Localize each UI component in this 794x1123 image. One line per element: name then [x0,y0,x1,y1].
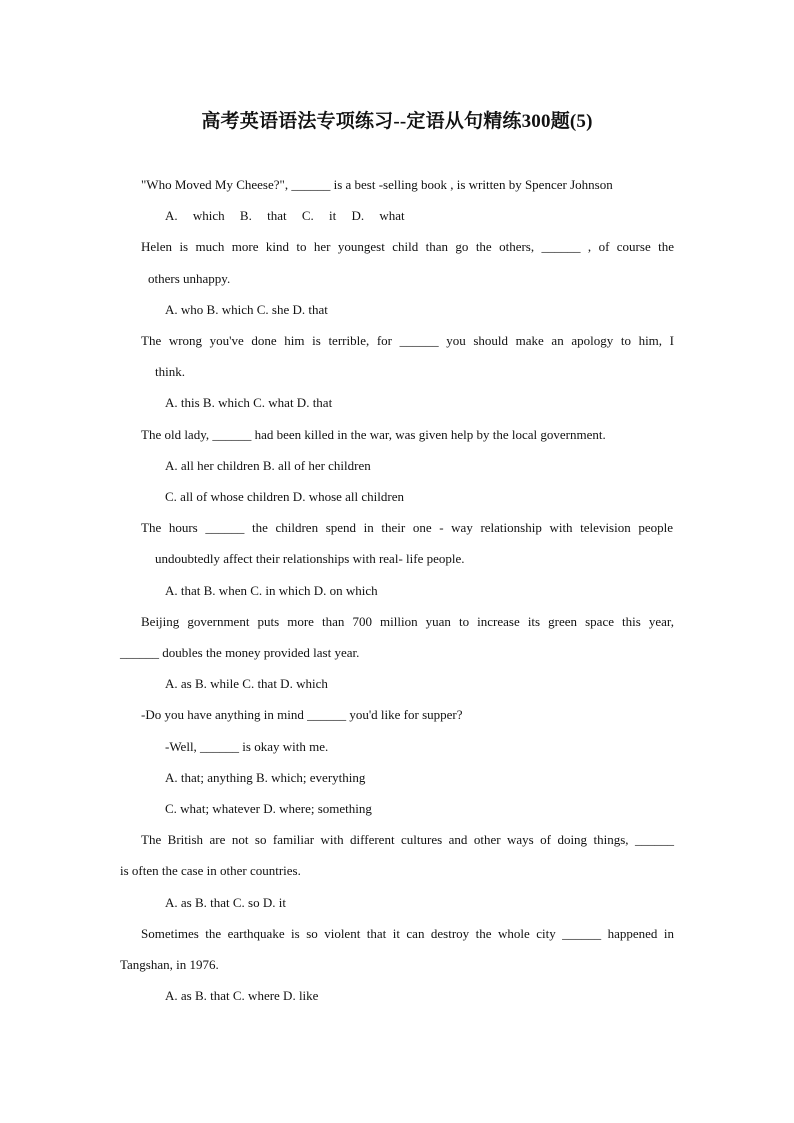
question-4-text: The old lady, ______ had been killed in the war, was given help by the local government. [141,427,606,442]
question-6-text-cont: ______ doubles the money provided last year. [120,645,360,660]
question-9-text-cont: Tangshan, in 1976. [120,957,219,972]
question-4-options-1: A. all her children B. all of her children [165,458,371,473]
question-8-options: A. as B. that C. so D. it [165,895,286,910]
question-6-options: A. as B. while C. that D. which [165,676,328,691]
question-5-text-cont: undoubtedly affect their relationships with real- life people. [155,551,465,566]
question-3-options: A. this B. which C. what D. that [165,395,333,410]
question-7-options-2: C. what; whatever D. where; something [165,801,372,816]
question-1-options: A. which B. that C. it D. what [165,208,405,223]
question-2-text-cont: others unhappy. [148,271,231,286]
question-8-text-cont: is often the case in other countries. [120,863,301,878]
question-2-options: A. who B. which C. she D. that [165,302,328,317]
question-9-options: A. as B. that C. where D. like [165,988,319,1003]
question-5-text: The hours ______ the children spend in their one - way relationship with television people [141,520,673,535]
question-7-options-1: A. that; anything B. which; everything [165,770,366,785]
question-2-text: Helen is much more kind to her youngest child than go the others, ______ , of course the [141,239,674,254]
question-3-text-cont: think. [155,364,185,379]
question-7-text: -Do you have anything in mind ______ you'd like for supper? [141,707,463,722]
question-6-text: Beijing government puts more than 700 million yuan to increase its green space this year, [141,614,674,629]
question-3-text: The wrong you've done him is terrible, for ______ you should make an apology to him, I [141,333,674,348]
question-1-text: "Who Moved My Cheese?", ______ is a best -selling book , is written by Spencer Johnson [141,177,613,192]
question-9-text: Sometimes the earthquake is so violent that it can destroy the whole city ______ happened in [141,926,674,941]
question-7-text-cont: -Well, ______ is okay with me. [165,739,329,754]
question-5-options: A. that B. when C. in which D. on which [165,583,378,598]
question-8-text: The British are not so familiar with different cultures and other ways of doing things, ______ [141,832,674,847]
page-title: 高考英语语法专项练习--定语从句精练300题(5) [201,111,593,132]
question-4-options-2: C. all of whose children D. whose all children [165,489,404,504]
